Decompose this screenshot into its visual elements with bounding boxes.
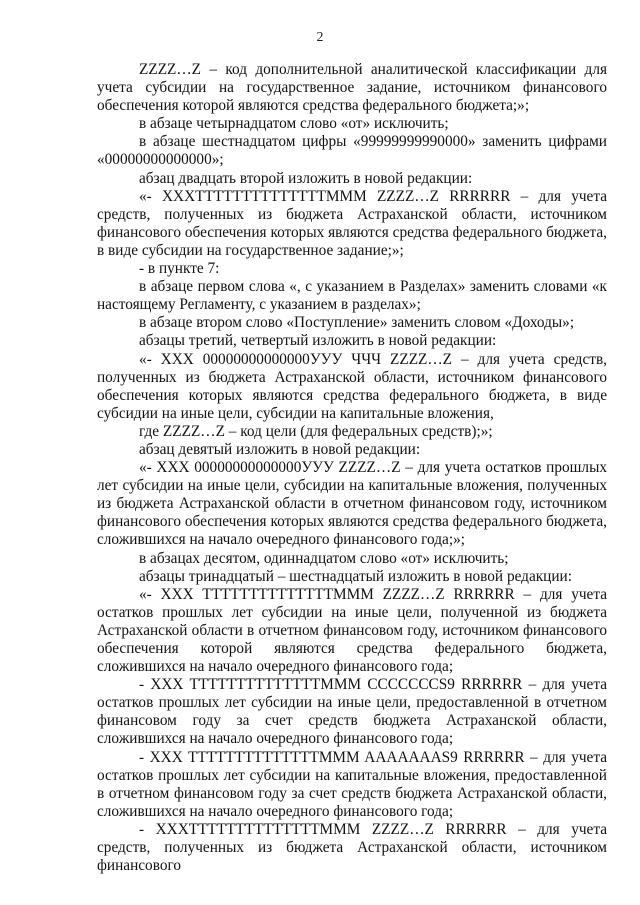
paragraph: в абзаце первом слова «, с указанием в Разделах» заменить словами «к настоящему Регламенту, с указанием в разделах»; <box>97 278 607 314</box>
paragraph: абзацы третий, четвертый изложить в новой редакции: <box>139 332 497 350</box>
paragraph: абзац двадцать второй изложить в новой редакции: <box>139 169 473 187</box>
paragraph: абзацы тринадцатый – шестнадцатый изложить в новой редакции: <box>139 567 572 585</box>
document-body <box>97 61 607 875</box>
paragraph: - в пункте 7: <box>139 260 220 278</box>
paragraph: где ZZZZ…Z – код цели (для федеральных средств);»; <box>139 422 493 440</box>
paragraph: в абзаце четырнадцатом слово «от» исключить; <box>139 115 449 133</box>
paragraph: «- XXX 00000000000000УУУ ZZZZ…Z – для учета остатков прошлых лет субсидии на иные цели, субсидии на капитальные вложения, полученных из бюджета Астраханской области в отчетном финансовом году, источником финансового обеспечения которых являются средства федерального бюджета, сложившихся на начало очередного финансового года;»; <box>97 459 607 549</box>
paragraph: «- XXX 00000000000000УУУ ЧЧЧ ZZZZ…Z – для учета средств, полученных из бюджета Астраханской области, источником финансового обеспечения которых являются средства федерального бюджета, в виде субсидии на иные цели, субсидии на капитальные вложения, <box>97 350 607 422</box>
paragraph: в абзацах десятом, одиннадцатом слово «от» исключить; <box>139 549 509 567</box>
paragraph: - XXX TTTTTTTTTTTTTTMMM AAAAAAAS9 RRRRRR – для учета остатков прошлых лет субсидии на капитальные вложения, предоставленной в отчетном финансовом году за счет средств бюджета Астраханской области, сложившихся на начало очередного финансового года; <box>97 748 607 820</box>
paragraph: «- XXX TTTTTTTTTTTTTTMMM ZZZZ…Z RRRRRR – для учета остатков прошлых лет субсидии на иные цели, полученной из бюджета Астраханской области в отчетном финансовом году, источником финансового обеспечения которой являются средства федерального бюджета, сложившихся на начало очередного финансового года; <box>97 585 607 676</box>
paragraph: «- XXXTTTTTTTTTTTTTTMMM ZZZZ…Z RRRRRR – для учета средств, полученных из бюджета Астраханской области, источником финансового обеспечения которых являются средства федерального бюджета, в виде субсидии на государственное задание;»; <box>97 187 607 259</box>
paragraph: - XXXTTTTTTTTTTTTTTMMM ZZZZ…Z RRRRRR – для учета средств, полученных из бюджета Астраханской области, источником финансового <box>97 820 607 875</box>
paragraph: абзац девятый изложить в новой редакции: <box>139 440 421 458</box>
paragraph: - XXX TTTTTTTTTTTTTTMMM CCCCCCCS9 RRRRRR – для учета остатков прошлых лет субсидии на иные цели, предоставленной в отчетном финансовом году за счет средств бюджета Астраханской области, сложившихся на начало очередного финансового года; <box>97 676 607 748</box>
paragraph: ZZZZ…Z – код дополнительной аналитической классификации для учета субсидии на государственное задание, источником финансового обеспечения которой являются средства федерального бюджета;»; <box>97 61 607 115</box>
paragraph: в абзаце шестнадцатом цифры «99999999990000» заменить цифрами «00000000000000»; <box>97 133 607 169</box>
page-number: 2 <box>316 30 324 45</box>
paragraph: в абзаце втором слово «Поступление» заменить словом «Доходы»; <box>139 314 575 332</box>
